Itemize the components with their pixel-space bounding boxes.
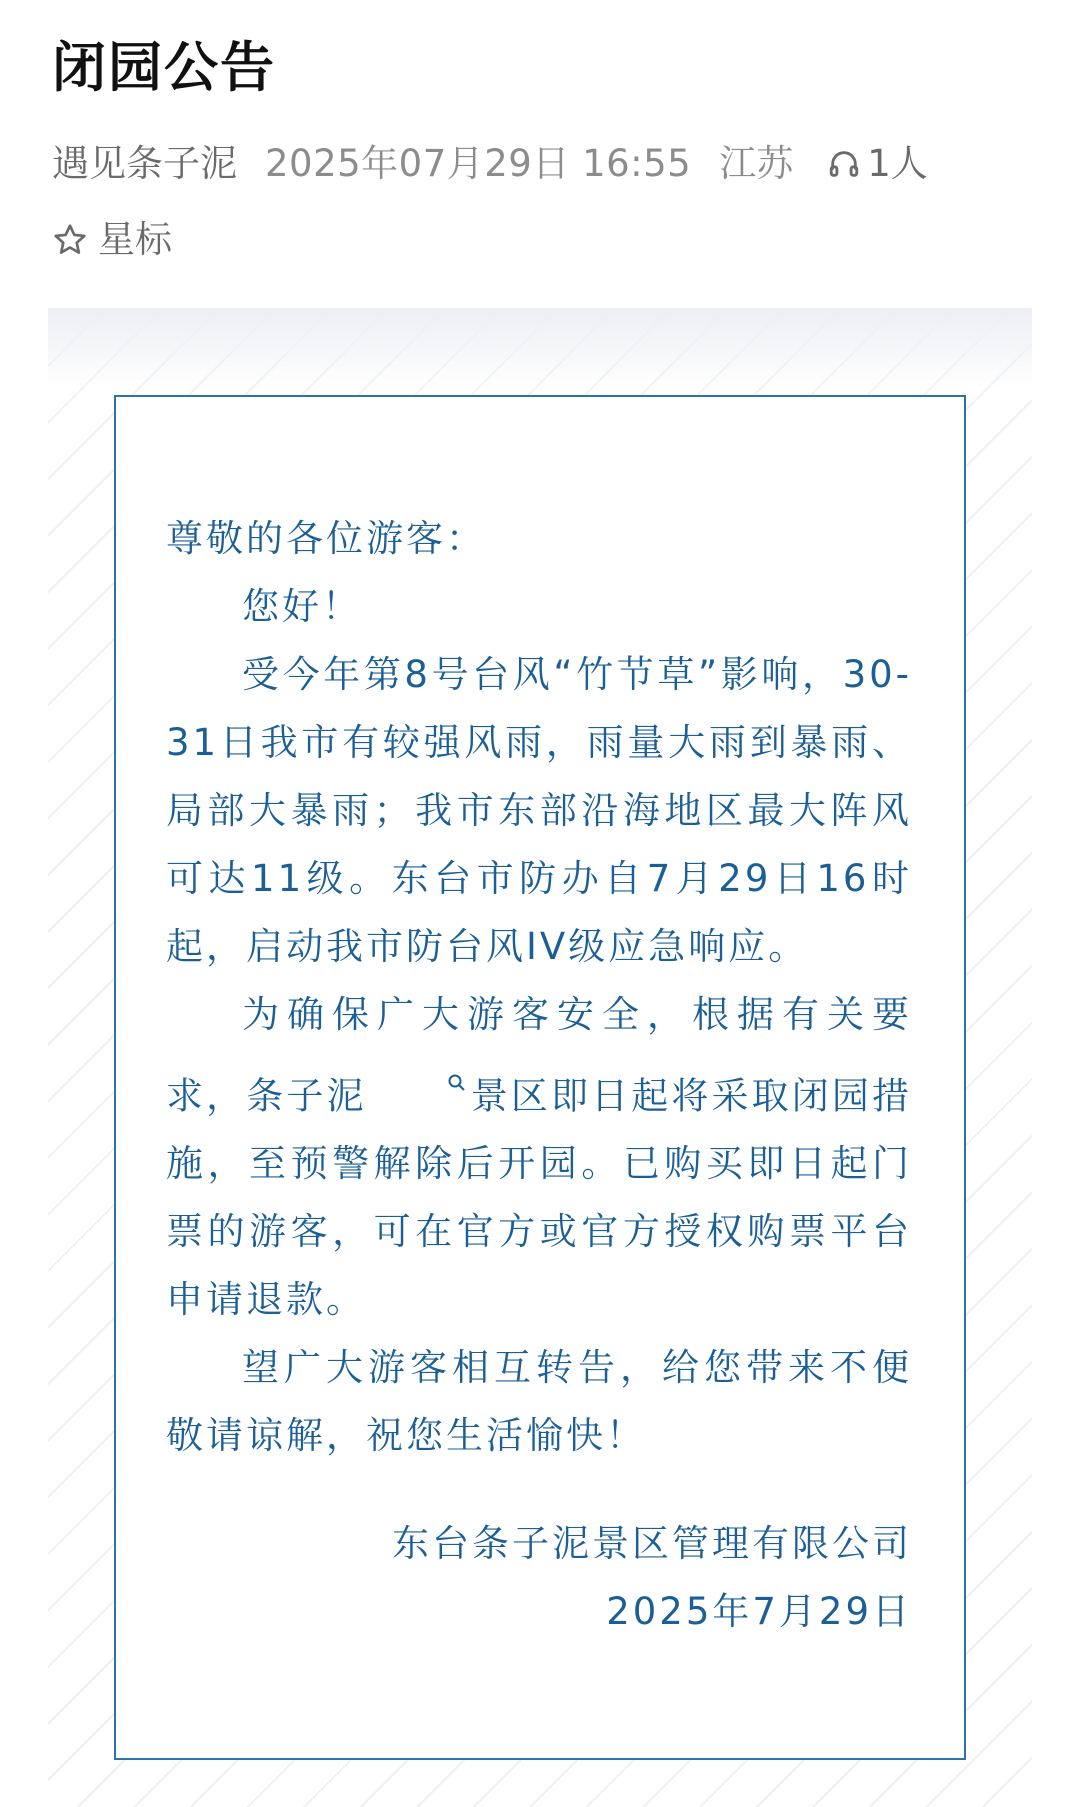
closure-text-before: 为确保广大游客安全，根据有关要求， — [166, 993, 912, 1118]
publish-region: 江苏 — [719, 142, 794, 185]
listen-button[interactable] — [827, 140, 928, 188]
notice-body — [166, 505, 912, 1470]
star-button[interactable] — [52, 216, 172, 264]
star-label: 星标 — [98, 218, 172, 261]
article-meta — [52, 140, 928, 188]
search-icon[interactable] — [371, 1049, 467, 1117]
author-link[interactable]: 遇见条子泥 — [52, 142, 237, 185]
notice-paragraph-closing: 望广大游客相互转告，给您带来不便敬请谅解，祝您生活愉快！ — [166, 1346, 912, 1458]
scenic-area-link[interactable]: 条子泥 — [246, 1074, 367, 1118]
notice-signature: 东台条子泥景区管理有限公司 — [392, 1522, 912, 1565]
closure-text-after: 景区即日起将采取闭园措施，至预警解除后开园。已购买即日起门票的游客，可在官方或官方授权购票平台申请退款。 — [166, 1074, 912, 1322]
notice-paragraph-closure — [166, 981, 912, 1334]
notice-greeting: 尊敬的各位游客： — [166, 517, 486, 560]
publish-datetime: 2025年07月29日 16:55 — [265, 142, 692, 185]
notice-signature-block — [392, 1510, 912, 1646]
headphones-icon — [827, 147, 861, 181]
notice-paragraph-typhoon: 受今年第8号台风“竹节草”影响，30-31日我市有较强风雨，雨量大雨到暴雨、局部大暴雨；我市东部沿海地区最大阵风可达11级。东台市防办自7月29日16时起，启动我市防台风IV级应急响应。 — [166, 653, 912, 968]
listener-count: 1人 — [867, 142, 928, 185]
article-title: 闭园公告 — [52, 36, 276, 99]
notice-hello: 您好！ — [242, 585, 362, 628]
notice-sign-date: 2025年7月29日 — [606, 1590, 912, 1633]
star-outline-icon — [52, 222, 88, 258]
